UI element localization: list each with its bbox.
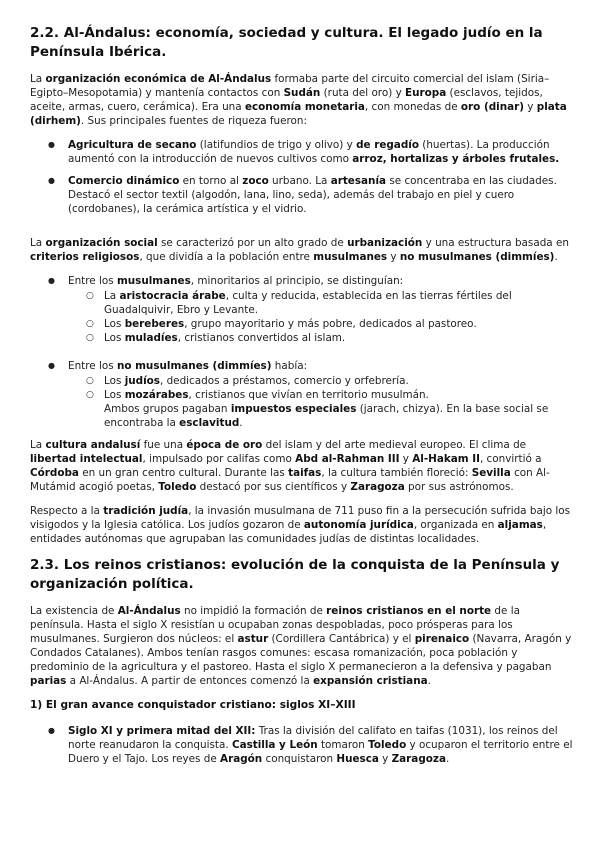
sublist-item-mozarabs: ○ Los mozárabes, cristianos que vivían en territorio musulmán. (68, 388, 575, 402)
document-page (30, 24, 575, 774)
culture-paragraph: La cultura andalusí fue una época de oro del islam y del arte medieval europeo. El clima de libertad intelectual, impulsado por califas como Abd al-Rahman III y Al-Hakam II, convirtió a Córdoba en un gran centro cultural. Durante las taifas, la cultura también floreció: Sevilla con Al-Mutámid acogió poetas, Toledo destacó por sus científicos y Zaragoza por sus astrónomos. (30, 439, 550, 493)
sublist-item-jews: ○ Los judíos, dedicados a préstamos, comercio y orfebrería. (68, 374, 575, 388)
list-item-non-muslims: ● Entre los no musulmanes (dimmíes) había: ○ Los judíos, dedicados a préstamos, comercio y orfebrería. ○ Los mozárabes, cristianos que vivían en territorio musulmán. Ambos grupos pagaban impuestos especiales (jarach, chizya). En la base social se encontraba la esclavitud. (30, 359, 575, 430)
list-item-muslims: ● Entre los musulmanes, minoritarios al principio, se distinguían: ○ La aristocracia árabe, culta y reducida, establecida en las tierras fértiles del Guadalquivir, Ebro y Levante. ○ Los bereberes, grupo mayoritario y más pobre, dedicados al pastoreo. ○ Los muladíes, cristianos convertidos al islam. (30, 274, 575, 345)
subheading-conquest: 1) El gran avance conquistador cristiano: siglos XI–XIII (30, 699, 356, 711)
social-paragraph: La organización social se caracterizó por un alto grado de urbanización y una estructura basada en criterios religiosos, que dividía a la población entre musulmanes y no musulmanes (dimmíes). (30, 237, 569, 263)
conquest-list (30, 724, 575, 766)
muslims-sublist (68, 289, 575, 345)
sublist-item-muladies: ○ Los muladíes, cristianos convertidos al islam. (68, 331, 575, 345)
sublist-item-aristocracy: ○ La aristocracia árabe, culta y reducida, establecida en las tierras fértiles del Guadalquivir, Ebro y Levante. (68, 289, 575, 317)
section-2-2-title: 2.2. Al-Ándalus: economía, sociedad y cultura. El legado judío en la Península Ibérica. (30, 25, 543, 60)
list-item-agriculture: ● Agricultura de secano (latifundios de trigo y olivo) y de regadío (huertas). La producción aumentó con la introducción de nuevos cultivos como arroz, hortalizas y árboles frutales. (30, 138, 575, 166)
section-2-3-title: 2.3. Los reinos cristianos: evolución de la conquista de la Península y organización política. (30, 557, 560, 592)
spacer (30, 224, 575, 236)
society-list (30, 274, 575, 430)
taxes-note: Ambos grupos pagaban impuestos especiales (jarach, chizya). En la base social se encontraba la esclavitud. (104, 403, 549, 429)
economy-paragraph: La organización económica de Al-Ándalus formaba parte del circuito comercial del islam (Siria–Egipto–Mesopotamia) y mantenía contactos con Sudán (ruta del oro) y Europa (esclavos, tejidos, aceite, armas, cuero, cerámica). Era una economía monetaria, con monedas de oro (dinar) y plata (dirhem). Sus principales fuentes de riqueza fueron: (30, 73, 567, 127)
christian-kingdoms-paragraph: La existencia de Al-Ándalus no impidió la formación de reinos cristianos en el norte de la península. Hasta el siglo X resistían u ocupaban zonas despobladas, poco prósperas para los musulmanes. Surgieron dos núcleos: el astur (Cordillera Cantábrica) y el pirenaico (Navarra, Aragón y Condados Catalanes). Ambos tenían rasgos comunes: escasa romanización, poca población y predominio de la agricultura y el pastoreo. Hasta el siglo X permanecieron a la defensiva y pagaban parias a Al-Ándalus. A partir de entonces comenzó la expansión cristiana. (30, 605, 572, 687)
non-muslims-sublist (68, 374, 575, 402)
jewish-legacy-paragraph: Respecto a la tradición judía, la invasión musulmana de 711 puso fin a la persecución sufrida bajo los visigodos y la Iglesia católica. Los judíos gozaron de autonomía jurídica, organizada en aljamas, entidades autónomas que agrupaban las comunidades judías de distintas localidades. (30, 505, 571, 545)
list-item-commerce: ● Comercio dinámico en torno al zoco urbano. La artesanía se concentraba en las ciudades. Destacó el sector textil (algodón, lana, lino, seda), además del trabajo en piel y cuero (cordobanes), la cerámica artística y el vidrio. (30, 174, 575, 216)
sublist-item-berbers: ○ Los bereberes, grupo mayoritario y más pobre, dedicados al pastoreo. (68, 317, 575, 331)
economy-list (30, 138, 575, 216)
list-item-xi-century: ● Siglo XI y primera mitad del XII: Tras la división del califato en taifas (1031), los reinos del norte reanudaron la conquista. Castilla y León tomaron Toledo y ocuparon el territorio entre el Duero y el Tajo. Los reyes de Aragón conquistaron Huesca y Zaragoza. (30, 724, 575, 766)
